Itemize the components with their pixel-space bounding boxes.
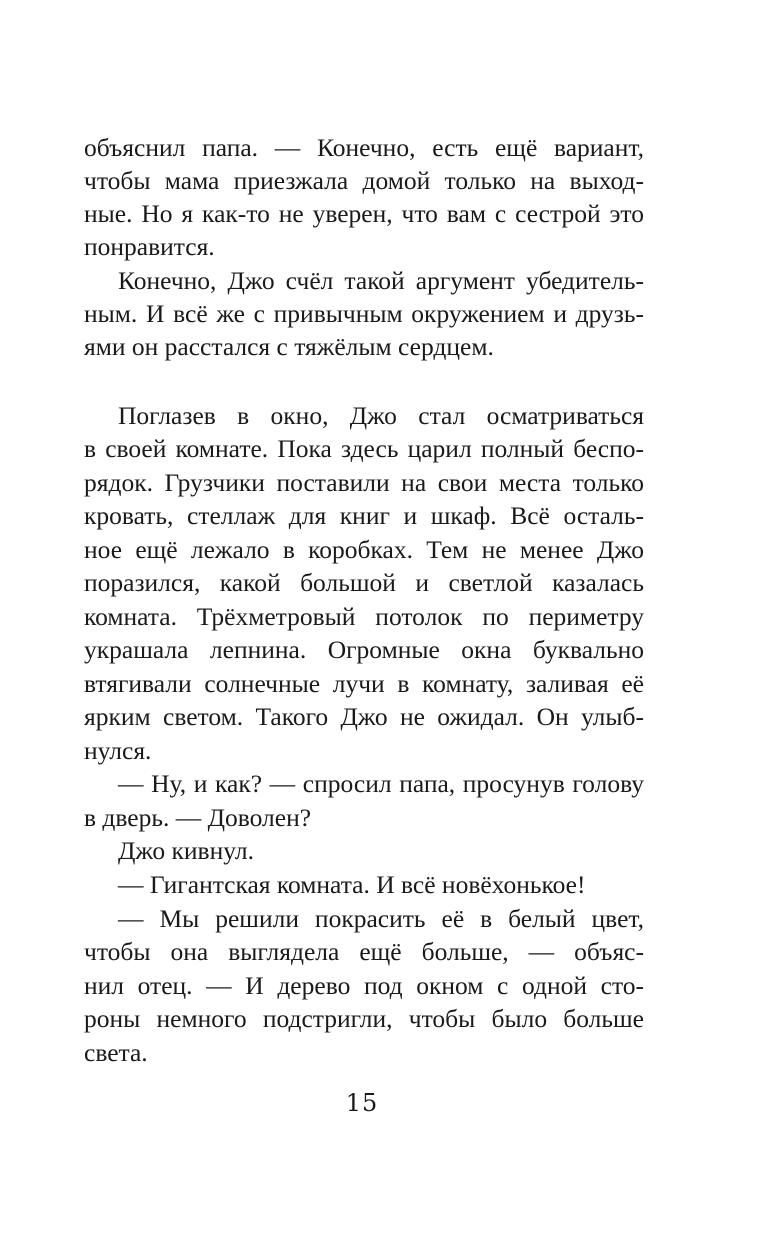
text-line: ярким светом. Такого Джо не ожидал. Он улыб- (84, 702, 644, 731)
text-line: объяснил папа. — Конечно, есть ещё вариант, (84, 133, 644, 162)
text-line: в своей комнате. Пока здесь царил полный беспо- (84, 434, 644, 463)
text-line: поразился, какой большой и светлой казалась (84, 568, 644, 597)
text-line: чтобы мама приезжала домой только на выход- (84, 166, 644, 195)
text-line: ным. И всё же с привычным окружением и друзь- (84, 299, 644, 328)
text-line: ями он расстался с тяжёлым сердцем. (84, 332, 494, 361)
text-line: рядок. Грузчики поставили на свои места только (84, 468, 644, 497)
text-line: Поглазев в окно, Джо стал осматриваться (118, 401, 644, 430)
text-line: нил отец. — И дерево под окном с одной сто- (84, 971, 644, 1000)
text-line: комната. Трёхметровый потолок по периметру (84, 602, 644, 631)
text-line: света. (84, 1038, 148, 1067)
text-line: ные. Но я как-то не уверен, что вам с сестрой это (84, 199, 644, 228)
text-line: нулся. (84, 736, 152, 765)
text-line: Конечно, Джо счёл такой аргумент убедитель- (118, 266, 644, 295)
text-line: кровать, стеллаж для книг и шкаф. Всё осталь- (84, 501, 644, 530)
text-line: втягивали солнечные лучи в комнату, заливая её (84, 669, 644, 698)
text-line: Джо кивнул. (118, 836, 254, 865)
text-line: украшала лепнина. Огромные окна буквально (84, 635, 644, 664)
text-line: чтобы она выглядела ещё больше, — объяс- (84, 937, 644, 966)
text-line: понравится. (84, 232, 215, 261)
text-line: ное ещё лежало в коробках. Тем не менее Джо (84, 535, 644, 564)
text-line: — Гигантская комната. И всё новёхонькое! (118, 870, 586, 899)
text-line: — Мы решили покрасить её в белый цвет, (118, 904, 644, 933)
text-line: роны немного подстригли, чтобы было больше (84, 1004, 644, 1033)
text-line: в дверь. — Доволен? (84, 803, 312, 832)
text-line: — Ну, и как? — спросил папа, просунув голову (118, 769, 644, 798)
page-number: 15 (345, 1089, 379, 1117)
